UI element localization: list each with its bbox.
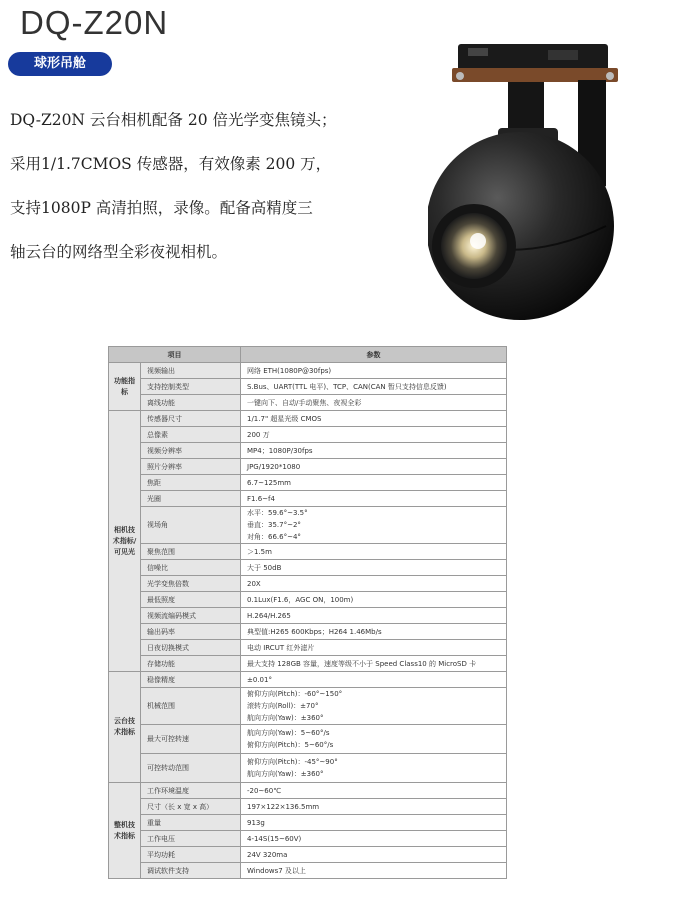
- row-label: 工作环境温度: [141, 783, 241, 799]
- table-row: [109, 688, 507, 725]
- row-value: [241, 592, 507, 608]
- header-param: 参数: [241, 347, 507, 363]
- table-row: [109, 507, 507, 544]
- table-row: [109, 411, 507, 427]
- table-row: [109, 783, 507, 799]
- row-label: 离线功能: [141, 395, 241, 411]
- table-row: [109, 608, 507, 624]
- row-label: 调试软件支持: [141, 863, 241, 879]
- value-line: 航向方向(Yaw)：±360°: [247, 714, 324, 722]
- row-value: [241, 624, 507, 640]
- value-line: 最大支持 128GB 容量，速度等级不小于 Speed Class10 的 MicroSD 卡: [247, 659, 477, 668]
- value-line: JPG/1920*1080: [247, 462, 301, 471]
- row-label: 信噪比: [141, 560, 241, 576]
- value-line: F1.6~f4: [247, 494, 275, 503]
- value-line: 水平：59.6°~3.5°: [247, 509, 308, 517]
- value-line: ＞1.5m: [247, 547, 272, 556]
- row-value: [241, 395, 507, 411]
- table-row: [109, 459, 507, 475]
- product-title: DQ-Z20N: [20, 4, 169, 41]
- value-line: 20X: [247, 579, 261, 588]
- row-label: 支持控制类型: [141, 379, 241, 395]
- value-line: 航向方向(Yaw)：5~60°/s: [247, 729, 330, 737]
- value-line: 4-14S(15~60V): [247, 834, 302, 843]
- row-value: [241, 475, 507, 491]
- row-label: 最低照度: [141, 592, 241, 608]
- table-row: [109, 475, 507, 491]
- value-line: 垂直：35.7°~2°: [247, 521, 301, 529]
- row-label: 存储功能: [141, 656, 241, 672]
- row-value: [241, 576, 507, 592]
- group-name: 相机技术指标/可见光: [109, 411, 141, 672]
- row-value: [241, 640, 507, 656]
- gimbal-camera-image: [428, 36, 628, 324]
- group-name: 功能指标: [109, 363, 141, 411]
- row-value: [241, 656, 507, 672]
- value-line: 一键向下、自动/手动聚焦、夜视全彩: [247, 398, 362, 407]
- row-value: [241, 672, 507, 688]
- table-row: [109, 560, 507, 576]
- intro-line: 支持1080P 高清拍照，录像。配备高精度三: [10, 199, 313, 217]
- row-value: [241, 847, 507, 863]
- row-value: [241, 688, 507, 725]
- spec-table: [108, 346, 507, 879]
- value-line: 俯仰方向(Pitch)：-45°~90°: [247, 758, 338, 766]
- value-line: 俯仰方向(Pitch)：5~60°/s: [247, 741, 334, 749]
- table-row: [109, 831, 507, 847]
- table-row: [109, 672, 507, 688]
- row-value: [241, 608, 507, 624]
- row-value: [241, 799, 507, 815]
- row-value: [241, 411, 507, 427]
- value-line: 电动 IRCUT 红外滤片: [247, 643, 315, 652]
- row-label: 聚焦范围: [141, 544, 241, 560]
- row-label: 工作电压: [141, 831, 241, 847]
- row-value: [241, 560, 507, 576]
- value-line: ±0.01°: [247, 675, 272, 684]
- intro-line: 轴云台的网络型全彩夜视相机。: [10, 243, 228, 261]
- row-value: [241, 363, 507, 379]
- row-value: [241, 754, 507, 783]
- value-line: Windows7 及以上: [247, 866, 306, 875]
- table-row: [109, 799, 507, 815]
- row-value: [241, 544, 507, 560]
- row-label: 重量: [141, 815, 241, 831]
- value-line: 197×122×136.5mm: [247, 802, 320, 811]
- row-value: [241, 725, 507, 754]
- row-label: 光学变焦倍数: [141, 576, 241, 592]
- row-label: 日夜切换模式: [141, 640, 241, 656]
- row-label: 稳像精度: [141, 672, 241, 688]
- row-label: 视场角: [141, 507, 241, 544]
- group-name: 整机技术指标: [109, 783, 141, 879]
- row-label: 总像素: [141, 427, 241, 443]
- value-line: -20~60℃: [247, 786, 282, 795]
- table-row: [109, 815, 507, 831]
- row-value: [241, 427, 507, 443]
- row-value: [241, 831, 507, 847]
- header-item: 项目: [109, 347, 241, 363]
- table-row: [109, 427, 507, 443]
- value-line: 航向方向(Yaw)：±360°: [247, 770, 324, 778]
- row-label: 视频分辨率: [141, 443, 241, 459]
- row-label: 尺寸（长 x 宽 x 高）: [141, 799, 241, 815]
- value-line: 1/1.7" 超星光级 CMOS: [247, 414, 322, 423]
- value-line: 对角：66.6°~4°: [247, 533, 301, 541]
- table-row: [109, 592, 507, 608]
- row-label: 光圈: [141, 491, 241, 507]
- value-line: 200 万: [247, 430, 270, 439]
- row-label: 输出码率: [141, 624, 241, 640]
- row-label: 传感器尺寸: [141, 411, 241, 427]
- table-row: [109, 379, 507, 395]
- value-line: 0.1Lux(F1.6，AGC ON，100m): [247, 595, 354, 604]
- row-value: [241, 507, 507, 544]
- value-line: 大于 50dB: [247, 563, 282, 572]
- table-header-row: [109, 347, 507, 363]
- value-line: 滚转方向(Roll)：±70°: [247, 702, 319, 710]
- value-line: 典型值:H265 600Kbps；H264 1.46Mb/s: [247, 627, 382, 636]
- row-label: 焦距: [141, 475, 241, 491]
- row-label: 视频流编码模式: [141, 608, 241, 624]
- group-name: 云台技术指标: [109, 672, 141, 783]
- value-line: H.264/H.265: [247, 611, 291, 620]
- category-badge: 球形吊舱: [8, 52, 112, 76]
- value-line: 6.7~125mm: [247, 478, 291, 487]
- row-value: [241, 783, 507, 799]
- table-row: [109, 363, 507, 379]
- table-row: [109, 847, 507, 863]
- table-row: [109, 725, 507, 754]
- row-label: 视频输出: [141, 363, 241, 379]
- table-row: [109, 576, 507, 592]
- table-row: [109, 624, 507, 640]
- row-label: 平均功耗: [141, 847, 241, 863]
- row-label: 照片分辨率: [141, 459, 241, 475]
- row-label: 机械范围: [141, 688, 241, 725]
- table-row: [109, 395, 507, 411]
- value-line: 网络 ETH(1080P@30fps): [247, 366, 332, 375]
- value-line: 24V 320ma: [247, 850, 288, 859]
- table-row: [109, 863, 507, 879]
- table-row: [109, 443, 507, 459]
- table-row: [109, 656, 507, 672]
- row-value: [241, 863, 507, 879]
- row-value: [241, 443, 507, 459]
- table-row: [109, 640, 507, 656]
- row-value: [241, 379, 507, 395]
- row-value: [241, 459, 507, 475]
- table-row: [109, 754, 507, 783]
- value-line: MP4；1080P/30fps: [247, 446, 313, 455]
- row-value: [241, 815, 507, 831]
- value-line: S.Bus、UART(TTL 电平)、TCP、CAN(CAN 暂只支持信息反馈): [247, 382, 447, 391]
- intro-line: 采用1/1.7CMOS 传感器，有效像素 200 万，: [10, 155, 332, 173]
- intro-line: DQ-Z20N 云台相机配备 20 倍光学变焦镜头；: [10, 111, 337, 129]
- table-row: [109, 491, 507, 507]
- row-label: 最大可控转速: [141, 725, 241, 754]
- product-intro: [10, 106, 390, 282]
- value-line: 913g: [247, 818, 265, 827]
- row-value: [241, 491, 507, 507]
- value-line: 俯仰方向(Pitch)：-60°~150°: [247, 690, 343, 698]
- row-label: 可控转动范围: [141, 754, 241, 783]
- table-row: [109, 544, 507, 560]
